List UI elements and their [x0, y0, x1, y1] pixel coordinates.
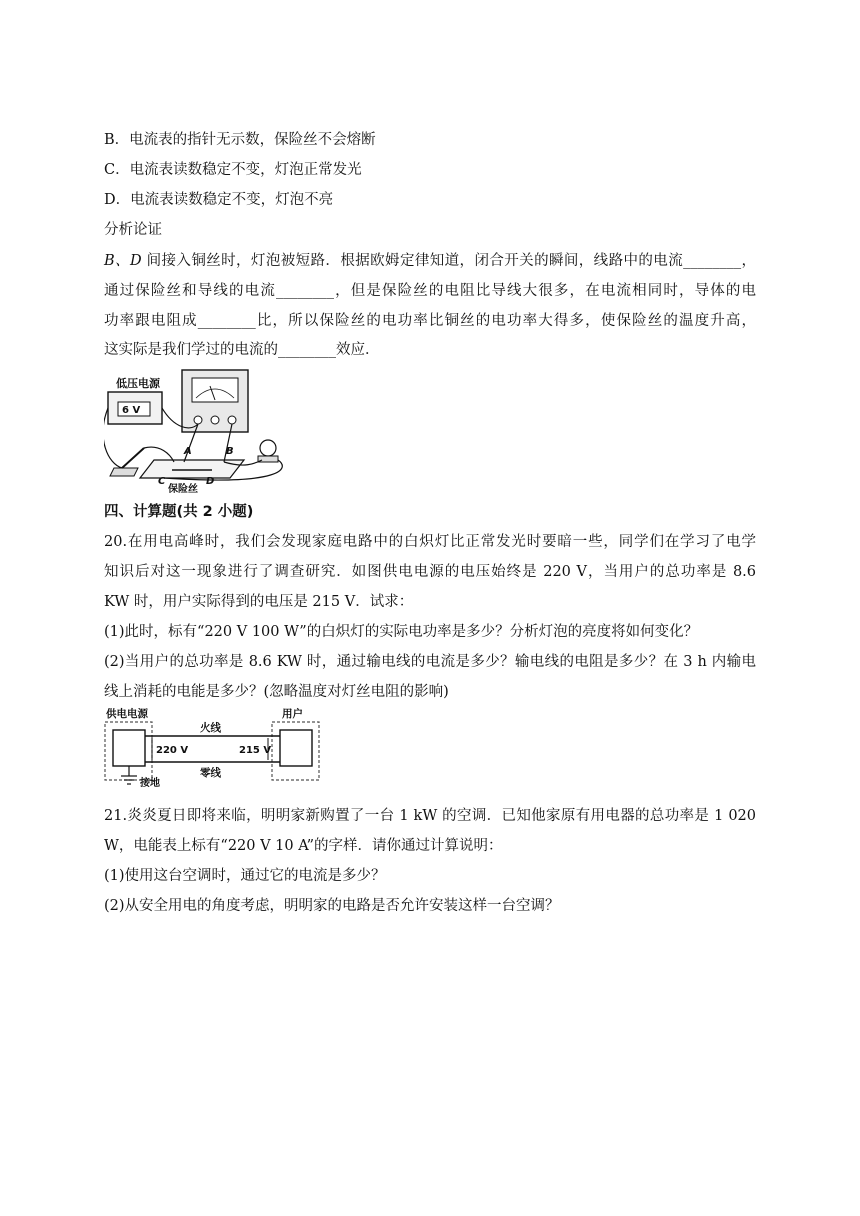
q20-line-2: 知识后对这一现象进行了调查研究．如图供电电源的电压始终是 220 V，当用户的总功率是 8.6	[104, 564, 756, 580]
point-c-label: C	[158, 476, 166, 487]
power-supply-label: 低压电源	[116, 377, 160, 390]
user-box	[280, 730, 312, 766]
analysis-line-1	[104, 251, 756, 271]
source-voltage-label: 220 V	[156, 745, 189, 756]
q21-line-2: W，电能表上标有“220 V 10 A”的字样．请你通过计算说明：	[104, 838, 503, 854]
ground-label: 接地	[140, 778, 160, 788]
q21-sub-1: (1)使用这台空调时，通过它的电流是多少？	[104, 868, 386, 884]
user-voltage-label: 215 V	[239, 745, 272, 756]
q21-line-1: 21.炎炎夏日即将来临，明明家新购置了一台 1 kW 的空调．已知他家原有用电器的总功率是 1 020	[104, 808, 756, 824]
fuse-circuit-figure	[104, 368, 294, 496]
neutral-wire-label: 零线	[200, 767, 221, 779]
ammeter-terminal-left	[194, 416, 202, 424]
option-d: D．电流表读数稳定不变，灯泡不亮	[104, 192, 334, 208]
live-wire-label: 火线	[200, 722, 221, 734]
ammeter-terminal-right	[228, 416, 236, 424]
analysis-heading: 分析论证	[104, 222, 162, 238]
ammeter-terminal-mid	[211, 416, 219, 424]
section-title: 四、计算题(共 2 小题)	[104, 504, 254, 520]
bulb	[260, 440, 276, 456]
analysis-line-2: 通过保险丝和导线的电流________，但是保险丝的电阻比导线大很多，在电流相同时，导体的电	[104, 283, 756, 299]
switch-lever	[122, 448, 144, 468]
switch	[110, 468, 138, 476]
point-a-label: A	[184, 446, 192, 457]
analysis-line-4: 这实际是我们学过的电流的________效应．	[104, 342, 380, 358]
q20-line-1: 20.在用电高峰时，我们会发现家庭电路中的白炽灯比正常发光时要暗一些，同学们在学习了电学	[104, 534, 756, 550]
analysis-line-1-text: 间接入铜丝时，灯泡被短路．根据欧姆定律知道，闭合开关的瞬间，线路中的电流________，	[141, 253, 757, 269]
fuse-label: 保险丝	[168, 484, 198, 495]
q20-sub-1: (1)此时，标有“220 V 100 W”的白炽灯的实际电功率是多少？分析灯泡的亮度将如何变化？	[104, 624, 699, 640]
power-supply-voltage: 6 V	[122, 405, 141, 416]
q20-line-3: KW 时，用户实际得到的电压是 215 V．试求：	[104, 594, 414, 610]
q20-sub-2-line-2: 线上消耗的电能是多少？(忽略温度对灯丝电阻的影响)	[104, 684, 449, 700]
analysis-points-bd: B、D	[104, 253, 142, 269]
q20-sub-2-line-1: (2)当用户的总功率是 8.6 KW 时，通过输电线的电流是多少？输电线的电阻是多少？在 3 h 内输电	[104, 654, 756, 670]
q21-sub-2: (2)从安全用电的角度考虑，明明家的电路是否允许安装这样一台空调？	[104, 898, 560, 914]
source-box	[113, 730, 145, 766]
point-b-label: B	[226, 446, 234, 457]
user-label: 用户	[282, 708, 303, 720]
source-label: 供电电源	[106, 708, 148, 720]
analysis-line-3: 功率跟电阻成________比，所以保险丝的电功率比铜丝的电功率大得多，使保险丝的温度升高，	[104, 313, 756, 329]
ammeter-dial	[192, 378, 238, 402]
point-d-label: D	[206, 476, 215, 487]
option-b: B．电流表的指针无示数，保险丝不会熔断	[104, 132, 376, 148]
option-c: C．电流表读数稳定不变，灯泡正常发光	[104, 162, 362, 178]
power-line-figure	[104, 706, 324, 788]
